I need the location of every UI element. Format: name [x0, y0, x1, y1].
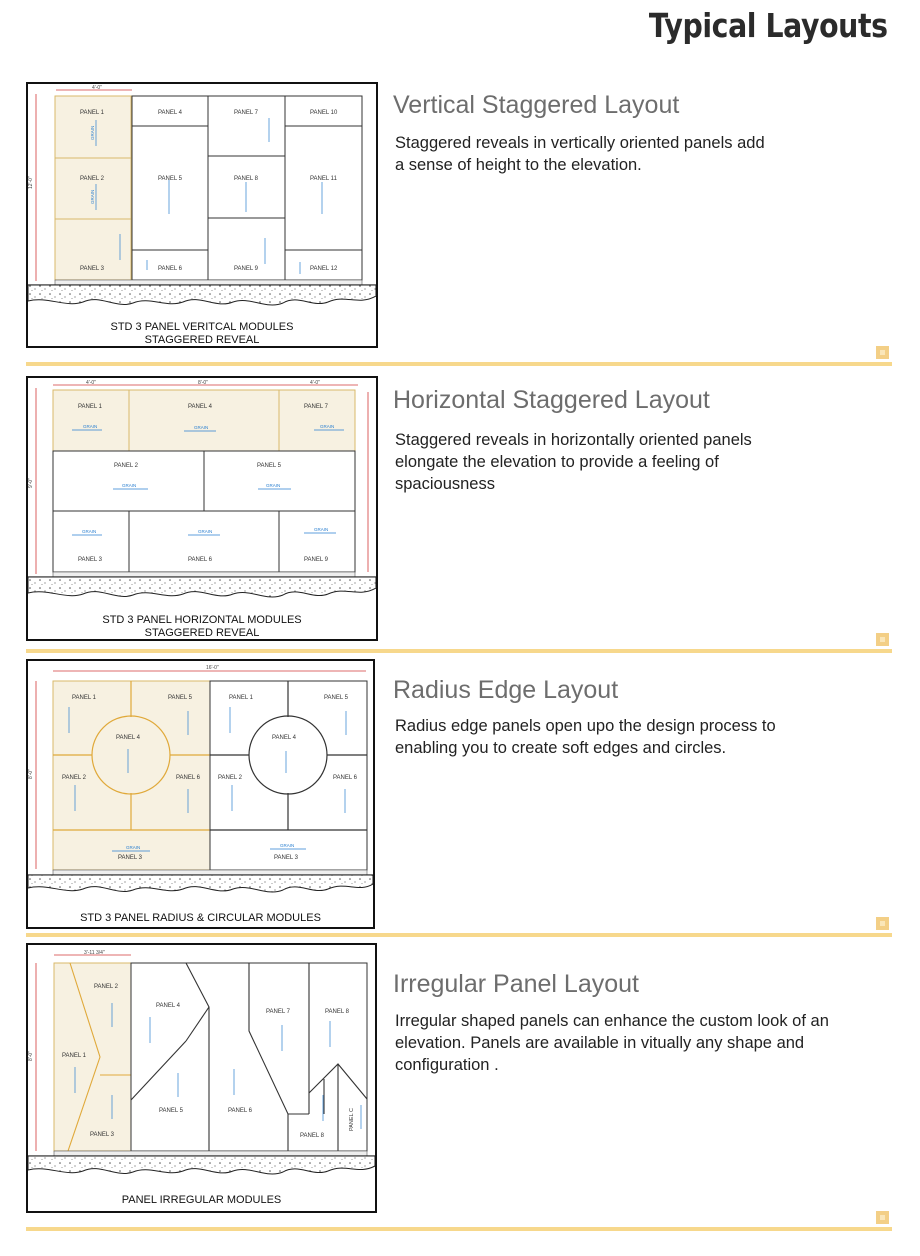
panel-label: PANEL 5: [158, 176, 183, 182]
panel-label: PANEL 5: [168, 695, 193, 701]
section-divider: [26, 1227, 892, 1231]
panel-label: PANEL 3: [80, 266, 105, 272]
panel-label: PANEL 6: [176, 775, 201, 781]
dimension-label: 4'-0": [310, 380, 320, 386]
panel-label: PANEL C: [349, 1108, 355, 1131]
section-marker-icon: [876, 346, 889, 359]
dimension-label: 8'-0": [28, 769, 34, 779]
ground-gravel: [28, 1156, 375, 1174]
section-description: Staggered reveals in vertically oriented panels add a sense of height to the elevation.: [395, 134, 765, 174]
dimension-label: 16'-0": [206, 665, 219, 671]
panel-label: PANEL 5: [324, 695, 349, 701]
section-divider: [26, 649, 892, 653]
section-title: Horizontal Staggered Layout: [393, 386, 710, 414]
panel-label: PANEL 3: [78, 557, 103, 563]
section-description: Staggered reveals in horizontally oriented panels elongate the elevation to provide a feeling of spaciousness: [395, 431, 752, 493]
section-title: Radius Edge Layout: [393, 676, 619, 704]
panel-label: PANEL 4: [272, 735, 297, 741]
grain-label: GRAIN: [198, 529, 213, 534]
ground-gravel: [28, 875, 373, 892]
panel-label: PANEL 2: [218, 775, 243, 781]
panel-label: PANEL 7: [266, 1009, 291, 1015]
section-divider: [26, 362, 892, 366]
irregular-layout-drawing: [26, 943, 377, 1213]
panel-12: [285, 250, 362, 280]
grain-label: GRAIN: [90, 125, 95, 140]
section-divider: [26, 933, 892, 937]
caption-line: STD 3 PANEL RADIUS & CIRCULAR MODULES: [80, 912, 321, 924]
panel-label: PANEL 2: [114, 463, 139, 469]
section-title: Irregular Panel Layout: [393, 970, 639, 998]
panel-label: PANEL 9: [234, 266, 259, 272]
section-marker-icon: [876, 917, 889, 930]
ground-gravel: [28, 577, 376, 597]
panel-4: [129, 390, 279, 451]
grain-label: GRAIN: [314, 527, 329, 532]
panel-label: PANEL 3: [118, 855, 143, 861]
panel-2: [53, 451, 204, 511]
section-description: Radius edge panels open upo the design process to enabling you to create soft edges and circles.: [395, 717, 776, 757]
dimension-label: 9'-0": [28, 478, 34, 488]
panel-label: PANEL 8: [234, 176, 259, 182]
panel-11: [285, 126, 362, 250]
base-slab: [54, 1151, 367, 1156]
radius-layout-drawing: [26, 659, 375, 929]
panel-label: PANEL 6: [228, 1108, 253, 1114]
panel-label: PANEL 3: [90, 1132, 115, 1138]
section-marker-icon: [876, 633, 889, 646]
page-title: Typical Layouts: [649, 6, 888, 45]
panel-label: PANEL 2: [94, 984, 119, 990]
panel-label: PANEL 10: [310, 110, 338, 116]
panel-label: PANEL 1: [229, 695, 254, 701]
panel-label: PANEL 9: [304, 557, 329, 563]
grain-label: GRAIN: [90, 189, 95, 204]
panel-label: PANEL 3: [274, 855, 299, 861]
panel-7: [279, 390, 355, 451]
radius-elevation-svg: [28, 661, 373, 927]
panel-label: PANEL 4: [116, 735, 141, 741]
vertical-layout-drawing: [26, 82, 378, 348]
caption-line: STAGGERED REVEAL: [144, 627, 260, 639]
panel-label: PANEL 8: [300, 1133, 325, 1139]
grain-label: GRAIN: [83, 424, 98, 429]
panel-2: [55, 158, 131, 219]
panel-1: [53, 390, 129, 451]
base-slab: [55, 280, 362, 285]
section-marker-icon: [876, 1211, 889, 1224]
dimension-label: 4'-0": [92, 85, 102, 91]
drawing-caption: [28, 1194, 375, 1207]
grain-label: GRAIN: [320, 424, 335, 429]
drawing-caption: [28, 912, 373, 925]
dimension-label: 8'-0": [28, 1051, 34, 1061]
caption-line: STD 3 PANEL VERITCAL MODULES: [110, 321, 294, 333]
caption-line: STD 3 PANEL HORIZONTAL MODULES: [102, 614, 302, 626]
panel-label: PANEL 4: [156, 1003, 181, 1009]
ground-gravel: [28, 285, 376, 305]
panel-label: PANEL 6: [188, 557, 213, 563]
base-slab: [53, 572, 355, 577]
panel-label: PANEL 2: [62, 775, 87, 781]
panel-6: [132, 250, 208, 280]
grain-label: GRAIN: [122, 483, 137, 488]
grain-label: GRAIN: [280, 843, 295, 848]
panel-label: PANEL 1: [80, 110, 105, 116]
panel-label: PANEL 5: [159, 1108, 184, 1114]
panel-7: [208, 96, 285, 156]
grain-label: GRAIN: [266, 483, 281, 488]
grain-label: GRAIN: [82, 529, 97, 534]
panel-label: PANEL 1: [72, 695, 97, 701]
base-slab: [53, 870, 367, 875]
panel-label: PANEL 7: [234, 110, 259, 116]
drawing-caption: [28, 321, 376, 347]
grain-label: GRAIN: [126, 845, 141, 850]
dimension-label: 12'-0": [28, 176, 34, 189]
caption-line: STAGGERED REVEAL: [144, 334, 260, 346]
drawing-caption: [28, 614, 376, 640]
panel-label: PANEL 11: [310, 176, 337, 182]
irregular-elevation-svg: [28, 945, 375, 1211]
horizontal-layout-drawing: [26, 376, 378, 641]
dimension-label: 3'-11 3/4": [84, 950, 105, 956]
horizontal-elevation-svg: [28, 378, 376, 639]
vertical-elevation-svg: [28, 84, 376, 346]
panel-label: PANEL 1: [78, 404, 103, 410]
panel-5: [132, 126, 208, 250]
panel-5: [204, 451, 355, 511]
panel-label: PANEL 1: [62, 1053, 87, 1059]
dimension-label: 8'-0": [198, 380, 208, 386]
panel-8: [208, 156, 285, 218]
panel-label: PANEL 4: [188, 404, 213, 410]
panel-label: PANEL 4: [158, 110, 183, 116]
panel-label: PANEL 8: [325, 1009, 350, 1015]
section-description: Irregular shaped panels can enhance the custom look of an elevation. Panels are available in vitually any shape and configuration .: [395, 1012, 829, 1074]
section-title: Vertical Staggered Layout: [393, 91, 680, 119]
panel-label: PANEL 6: [158, 266, 183, 272]
dimension-label: 4'-0": [86, 380, 96, 386]
grain-label: GRAIN: [194, 425, 209, 430]
panel-label: PANEL 6: [333, 775, 358, 781]
panel-label: PANEL 12: [310, 266, 338, 272]
panel-label: PANEL 7: [304, 404, 329, 410]
caption-line: PANEL IRREGULAR MODULES: [121, 1194, 282, 1206]
panel-label: PANEL 5: [257, 463, 282, 469]
panel-label: PANEL 2: [80, 176, 105, 182]
